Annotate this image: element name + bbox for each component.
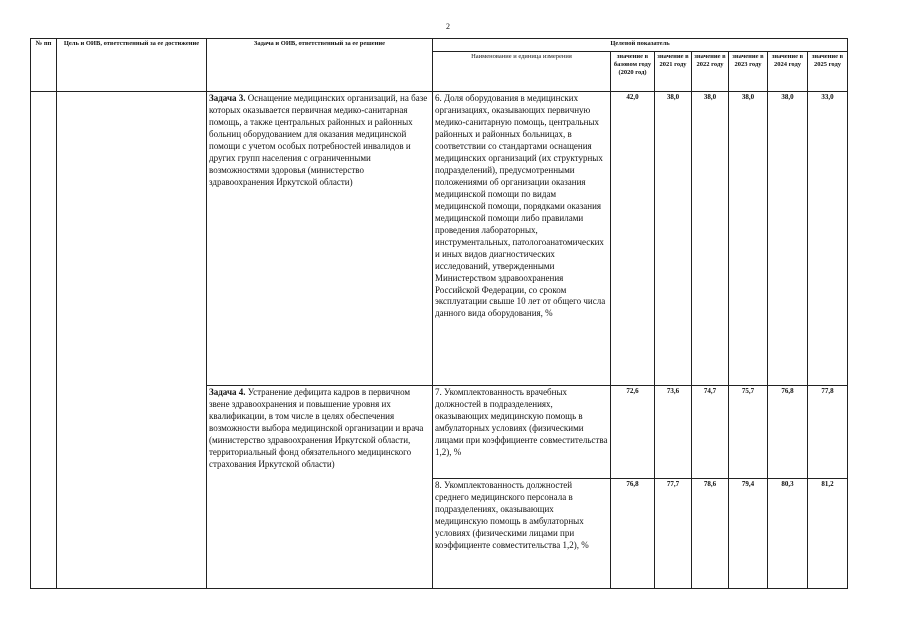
value-2024: 76,8 [768,386,808,479]
header-base-year: значение в базовом году (2020 год) [611,52,655,92]
value-2022: 78,6 [692,479,729,589]
value-2021: 38,0 [655,92,692,386]
task-label: Задача 4. [209,387,246,397]
value-2023: 38,0 [729,92,768,386]
task-cell [207,386,433,589]
indicator-cell: 7. Укомплектованность врачебных должностей в подразделениях, оказывающих медицинскую помощь в амбулаторных условиях (физическими лицами при коэффициенте совместительства 1,2), % [433,386,611,479]
value-2025: 33,0 [808,92,848,386]
task-text: Устранение дефицита кадров в первичном звене здравоохранения и повышение уровня их квалификации, в том числе в целях обеспечения возможности выбора медицинской организации и врача (министерство здравоохранения Иркутской области, территориальный фонд обязательного медицинского страхования Иркутской области) [209,387,424,469]
header-2021: значение в 2021 году [655,52,692,92]
task-label: Задача 3. [209,93,246,103]
header-2024: значение в 2024 году [768,52,808,92]
value-2021: 73,6 [655,386,692,479]
header-num: № пп [31,39,57,92]
header-2022: значение в 2022 году [692,52,729,92]
page-number: 2 [446,22,450,31]
value-base: 72,6 [611,386,655,479]
header-goal: Цель и ОИВ, ответственный за ее достижение [57,39,207,92]
value-2022: 38,0 [692,92,729,386]
table-row [31,92,848,386]
value-2025: 81,2 [808,479,848,589]
targets-table [30,38,848,589]
task-cell [207,92,433,386]
value-base: 42,0 [611,92,655,386]
header-2023: значение в 2023 году [729,52,768,92]
header-2025: значение в 2025 году [808,52,848,92]
value-base: 76,8 [611,479,655,589]
goal-cell [57,92,207,589]
task-text: Оснащение медицинских организаций, на базе которых оказывается первичная медико-санитарная помощь, а также центральных районных и районных больниц оборудованием для оказания медицинской помощи с учетом особых потребностей инвалидов и других групп населения с ограниченными возможностями здоровья (министерство здравоохранения Иркутской области) [209,93,428,187]
value-2022: 74,7 [692,386,729,479]
header-row-1 [31,39,848,52]
value-2021: 77,7 [655,479,692,589]
header-target: Целевой показатель [433,39,848,52]
indicator-cell: 6. Доля оборудования в медицинских организациях, оказывающих первичную медико-санитарную помощь, центральных районных и районных больницах, в соответствии со стандартами оснащения медицинских организаций (их структурных подразделений), предусмотренными положениями об организации оказания медицинской помощи по видам медицинской помощи, порядками оказания медицинской помощи либо правилами проведения лабораторных, инструментальных, патологоанатомических и иных видов диагностических исследований, утвержденными Министерством здравоохранения Российской Федерации, со сроком эксплуатации свыше 10 лет от общего числа данного вида оборудования, % [433,92,611,386]
header-task: Задача и ОИВ, ответственный за ее решение [207,39,433,92]
indicator-cell: 8. Укомплектованность должностей среднего медицинского персонала в подразделениях, оказывающих медицинскую помощь в амбулаторных условиях (физическими лицами при коэффициенте совместительства 1,2), % [433,479,611,589]
value-2024: 80,3 [768,479,808,589]
value-2023: 79,4 [729,479,768,589]
value-2023: 75,7 [729,386,768,479]
header-indicator-name: Наименование и единица измерения [433,52,611,92]
num-cell [31,92,57,589]
value-2025: 77,8 [808,386,848,479]
value-2024: 38,0 [768,92,808,386]
